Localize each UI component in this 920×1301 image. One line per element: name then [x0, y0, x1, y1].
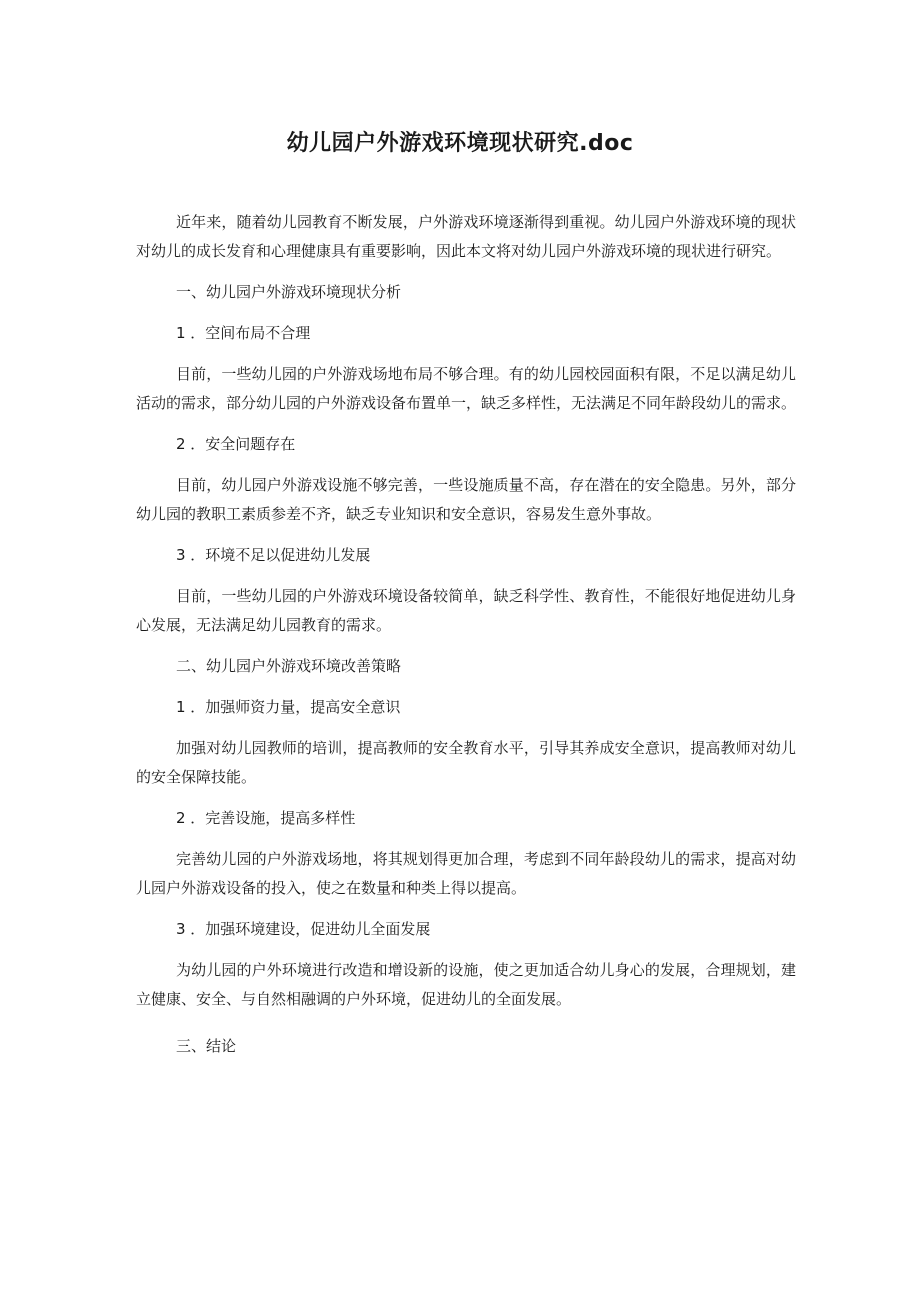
subsection-paragraph-2-3: 为幼儿园的户外环境进行改造和增设新的设施，使之更加适合幼儿身心的发展，合理规划，建立健康、安全、与自然相融调的户外环境，促进幼儿的全面发展。: [136, 961, 796, 1008]
subsection-heading-1-1: 1 ．空间布局不合理: [176, 324, 311, 342]
subsection-paragraph-2-2: 完善幼儿园的户外游戏场地，将其规划得更加合理，考虑到不同年龄段幼儿的需求，提高对幼儿园户外游戏设备的投入，使之在数量和种类上得以提高。: [136, 850, 796, 897]
document-title: 幼儿园户外游戏环境现状研究.doc: [286, 131, 634, 156]
section-heading-1: 一、幼儿园户外游戏环境现状分析: [176, 283, 402, 301]
subsection-paragraph-1-2: 目前，幼儿园户外游戏设施不够完善，一些设施质量不高，存在潜在的安全隐患。另外，部分幼儿园的教职工素质参差不齐，缺乏专业知识和安全意识，容易发生意外事故。: [136, 476, 796, 523]
subsection-heading-2-3: 3 ．加强环境建设，促进幼儿全面发展: [176, 920, 431, 938]
subsection-heading-2-2: 2 ．完善设施，提高多样性: [176, 809, 356, 827]
subsection-paragraph-1-3: 目前，一些幼儿园的户外游戏环境设备较简单，缺乏科学性、教育性，不能很好地促进幼儿身心发展，无法满足幼儿园教育的需求。: [136, 587, 796, 634]
subsection-paragraph-2-1: 加强对幼儿园教师的培训，提高教师的安全教育水平，引导其养成安全意识，提高教师对幼儿的安全保障技能。: [136, 739, 796, 786]
section-heading-3: 三、结论: [176, 1037, 237, 1055]
document-body: [136, 208, 796, 1061]
subsection-heading-1-2: 2 ．安全问题存在: [176, 435, 296, 453]
subsection-heading-1-3: 3 ．环境不足以促进幼儿发展: [176, 546, 371, 564]
subsection-heading-2-1: 1 ．加强师资力量，提高安全意识: [176, 698, 401, 716]
intro-paragraph: 近年来，随着幼儿园教育不断发展，户外游戏环境逐渐得到重视。幼儿园户外游戏环境的现状对幼儿的成长发育和心理健康具有重要影响，因此本文将对幼儿园户外游戏环境的现状进行研究。: [136, 213, 796, 260]
subsection-paragraph-1-1: 目前，一些幼儿园的户外游戏场地布局不够合理。有的幼儿园校园面积有限，不足以满足幼儿活动的需求，部分幼儿园的户外游戏设备布置单一，缺乏多样性，无法满足不同年龄段幼儿的需求。: [136, 365, 797, 412]
section-heading-2: 二、幼儿园户外游戏环境改善策略: [176, 657, 402, 675]
